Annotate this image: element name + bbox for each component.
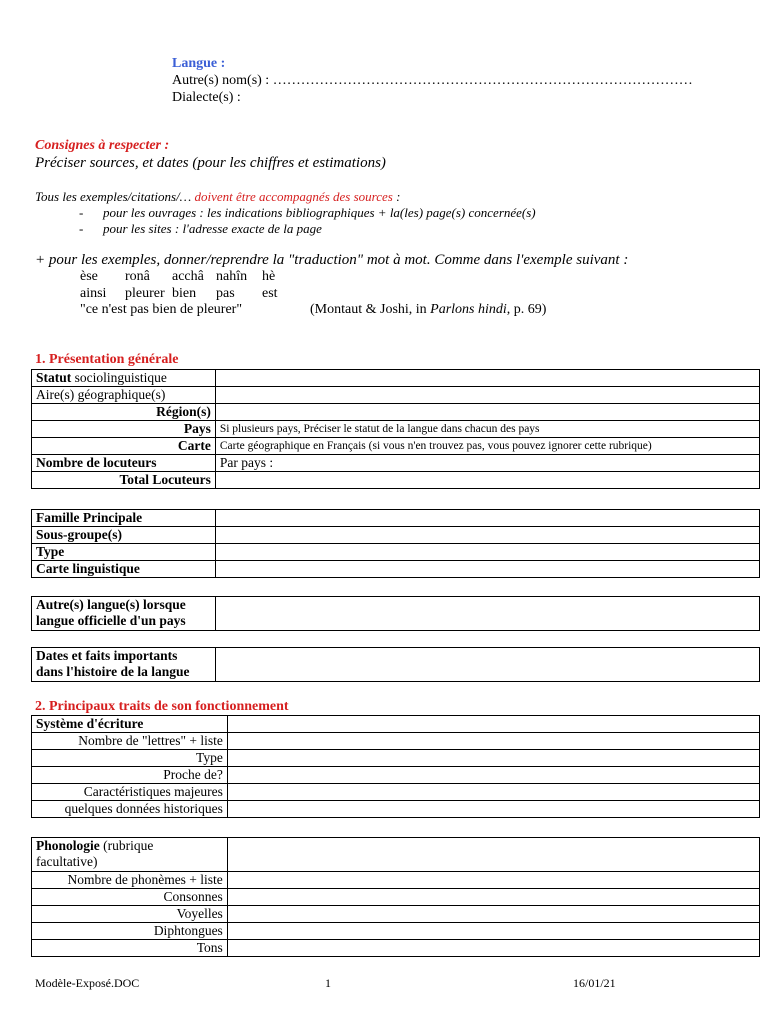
- table-row: [32, 733, 760, 750]
- phonologie-bold: Phonologie: [36, 838, 100, 853]
- total-locuteurs-label: Total Locuteurs: [32, 472, 216, 489]
- bullet1-dash: -: [79, 205, 84, 220]
- sous-groupe-value[interactable]: [215, 527, 759, 544]
- carte-label: Carte: [32, 438, 216, 455]
- diphtongues-label: Diphtongues: [32, 923, 228, 940]
- footer-page-number: 1: [325, 976, 331, 990]
- carte-linguistique-label: Carte linguistique: [32, 561, 216, 578]
- table-row: [32, 923, 760, 940]
- famille-value[interactable]: [215, 510, 759, 527]
- autres-langues-table: [31, 596, 760, 631]
- phonologie-rest1: (rubrique: [99, 838, 154, 853]
- nombre-lettres-label: Nombre de "lettres" + liste: [32, 733, 228, 750]
- table-row: [32, 838, 760, 872]
- example-gloss: est: [262, 286, 278, 301]
- table-row: [32, 438, 760, 455]
- dates-line1: Dates et faits importants: [36, 648, 178, 663]
- bullet2-text: pour les sites : l'adresse exacte de la page: [103, 221, 322, 236]
- phonologie-label: [32, 838, 228, 872]
- dates-label: [32, 648, 216, 682]
- example-gloss: bien: [172, 286, 197, 301]
- historiques-value[interactable]: [227, 801, 759, 818]
- table-row: [32, 784, 760, 801]
- dates-value[interactable]: [215, 648, 759, 682]
- example-translation: "ce n'est pas bien de pleurer": [80, 302, 243, 317]
- consignes-title: Consignes à respecter :: [35, 138, 170, 153]
- voyelles-value[interactable]: [227, 906, 759, 923]
- statut-label: [32, 370, 216, 387]
- proche-value[interactable]: [227, 767, 759, 784]
- tons-label: Tons: [32, 940, 228, 957]
- region-label: Région(s): [32, 404, 216, 421]
- exemples-suffix: :: [392, 189, 401, 204]
- pays-label: Pays: [32, 421, 216, 438]
- caracteristiques-value[interactable]: [227, 784, 759, 801]
- example-gloss: pleurer: [125, 286, 165, 301]
- famille-table: [31, 509, 760, 578]
- region-value[interactable]: [215, 404, 759, 421]
- table-row: [32, 527, 760, 544]
- nombre-locuteurs-value[interactable]: Par pays :: [215, 455, 759, 472]
- nombre-phonemes-label: Nombre de phonèmes + liste: [32, 872, 228, 889]
- bullet1-text: pour les ouvrages : les indications bibliographiques + la(les) page(s) concernée(s): [103, 205, 536, 220]
- source-suffix: , p. 69): [506, 302, 547, 317]
- table-row: [32, 906, 760, 923]
- phonologie-value[interactable]: [227, 838, 759, 872]
- autres-langues-label: [32, 597, 216, 631]
- autres-noms-line: Autre(s) nom(s) : ………………………………………………………………………………: [172, 73, 693, 88]
- dates-line2: dans l'histoire de la langue: [36, 664, 190, 679]
- example-source: [310, 302, 546, 318]
- ecriture-type-value[interactable]: [227, 750, 759, 767]
- dialectes-line: Dialecte(s) :: [172, 90, 241, 105]
- famille-label: Famille Principale: [32, 510, 216, 527]
- table-row: [32, 544, 760, 561]
- carte-linguistique-value[interactable]: [215, 561, 759, 578]
- table-row: [32, 597, 760, 631]
- table-row: [32, 421, 760, 438]
- sous-groupe-label: Sous-groupe(s): [32, 527, 216, 544]
- consignes-line1: Préciser sources, et dates (pour les chiffres et estimations): [35, 155, 386, 171]
- source-prefix: (Montaut & Joshi, in: [310, 302, 431, 317]
- pays-value[interactable]: Si plusieurs pays, Préciser le statut de la langue dans chacun des pays: [215, 421, 759, 438]
- table-row: [32, 872, 760, 889]
- nombre-lettres-value[interactable]: [227, 733, 759, 750]
- systeme-ecriture-value[interactable]: [227, 716, 759, 733]
- type-value[interactable]: [215, 544, 759, 561]
- ecriture-table: [31, 715, 760, 818]
- consonnes-label: Consonnes: [32, 889, 228, 906]
- voyelles-label: Voyelles: [32, 906, 228, 923]
- caracteristiques-label: Caractéristiques majeures: [32, 784, 228, 801]
- example-word: èse: [80, 269, 98, 284]
- table-row: [32, 404, 760, 421]
- table-row: [32, 750, 760, 767]
- example-word: acchâ: [172, 269, 204, 284]
- source-title: Parlons hindi: [430, 302, 507, 317]
- table-row: [32, 472, 760, 489]
- total-locuteurs-value[interactable]: [215, 472, 759, 489]
- example-gloss: pas: [216, 286, 235, 301]
- proche-label: Proche de?: [32, 767, 228, 784]
- phonologie-line1: [36, 838, 223, 854]
- dates-table: [31, 647, 760, 682]
- langue-label: Langue :: [172, 56, 226, 71]
- table-row: [32, 387, 760, 404]
- aire-value[interactable]: [215, 387, 759, 404]
- table-row: [32, 801, 760, 818]
- phonologie-line2: facultative): [36, 854, 98, 869]
- autres-langues-value[interactable]: [215, 597, 759, 631]
- table-row: [32, 767, 760, 784]
- aire-label: Aire(s) géographique(s): [32, 387, 216, 404]
- plus-line: + pour les exemples, donner/reprendre la "traduction" mot à mot. Comme dans l'exemple suivant :: [35, 252, 629, 268]
- example-gloss: ainsi: [80, 286, 107, 301]
- carte-value[interactable]: Carte géographique en Français (si vous n'en trouvez pas, vous pouvez ignorer cette rubrique): [215, 438, 759, 455]
- statut-value[interactable]: [215, 370, 759, 387]
- table-row: [32, 510, 760, 527]
- autres-langues-line1: Autre(s) langue(s) lorsque: [36, 597, 186, 612]
- exemples-red: doivent être accompagnés des sources: [194, 189, 393, 204]
- tons-value[interactable]: [227, 940, 759, 957]
- table-row: [32, 889, 760, 906]
- table-row: [32, 370, 760, 387]
- section1-title: 1. Présentation générale: [35, 352, 179, 367]
- exemples-prefix: Tous les exemples/citations/…: [35, 189, 195, 204]
- statut-bold: Statut: [36, 370, 72, 385]
- type-label: Type: [32, 544, 216, 561]
- example-word: hè: [262, 269, 276, 284]
- table-row: [32, 455, 760, 472]
- systeme-ecriture-label: Système d'écriture: [32, 716, 228, 733]
- table-row: [32, 648, 760, 682]
- exemples-line: [35, 189, 400, 205]
- nombre-phonemes-value[interactable]: [227, 872, 759, 889]
- example-word: ronâ: [125, 269, 150, 284]
- historiques-label: quelques données historiques: [32, 801, 228, 818]
- table-row: [32, 940, 760, 957]
- phonologie-table: [31, 837, 760, 957]
- table-row: [32, 716, 760, 733]
- section2-title: 2. Principaux traits de son fonctionnement: [35, 699, 289, 714]
- ecriture-type-label: Type: [32, 750, 228, 767]
- consonnes-value[interactable]: [227, 889, 759, 906]
- footer-date: 16/01/21: [573, 976, 616, 990]
- statut-rest: sociolinguistique: [71, 370, 167, 385]
- footer-filename: Modèle-Exposé.DOC: [35, 976, 140, 990]
- table-row: [32, 561, 760, 578]
- bullet2-dash: -: [79, 221, 84, 236]
- nombre-locuteurs-label: Nombre de locuteurs: [32, 455, 216, 472]
- example-word: nahîn: [216, 269, 248, 284]
- presentation-table: [31, 369, 760, 489]
- diphtongues-value[interactable]: [227, 923, 759, 940]
- autres-langues-line2: langue officielle d'un pays: [36, 613, 186, 628]
